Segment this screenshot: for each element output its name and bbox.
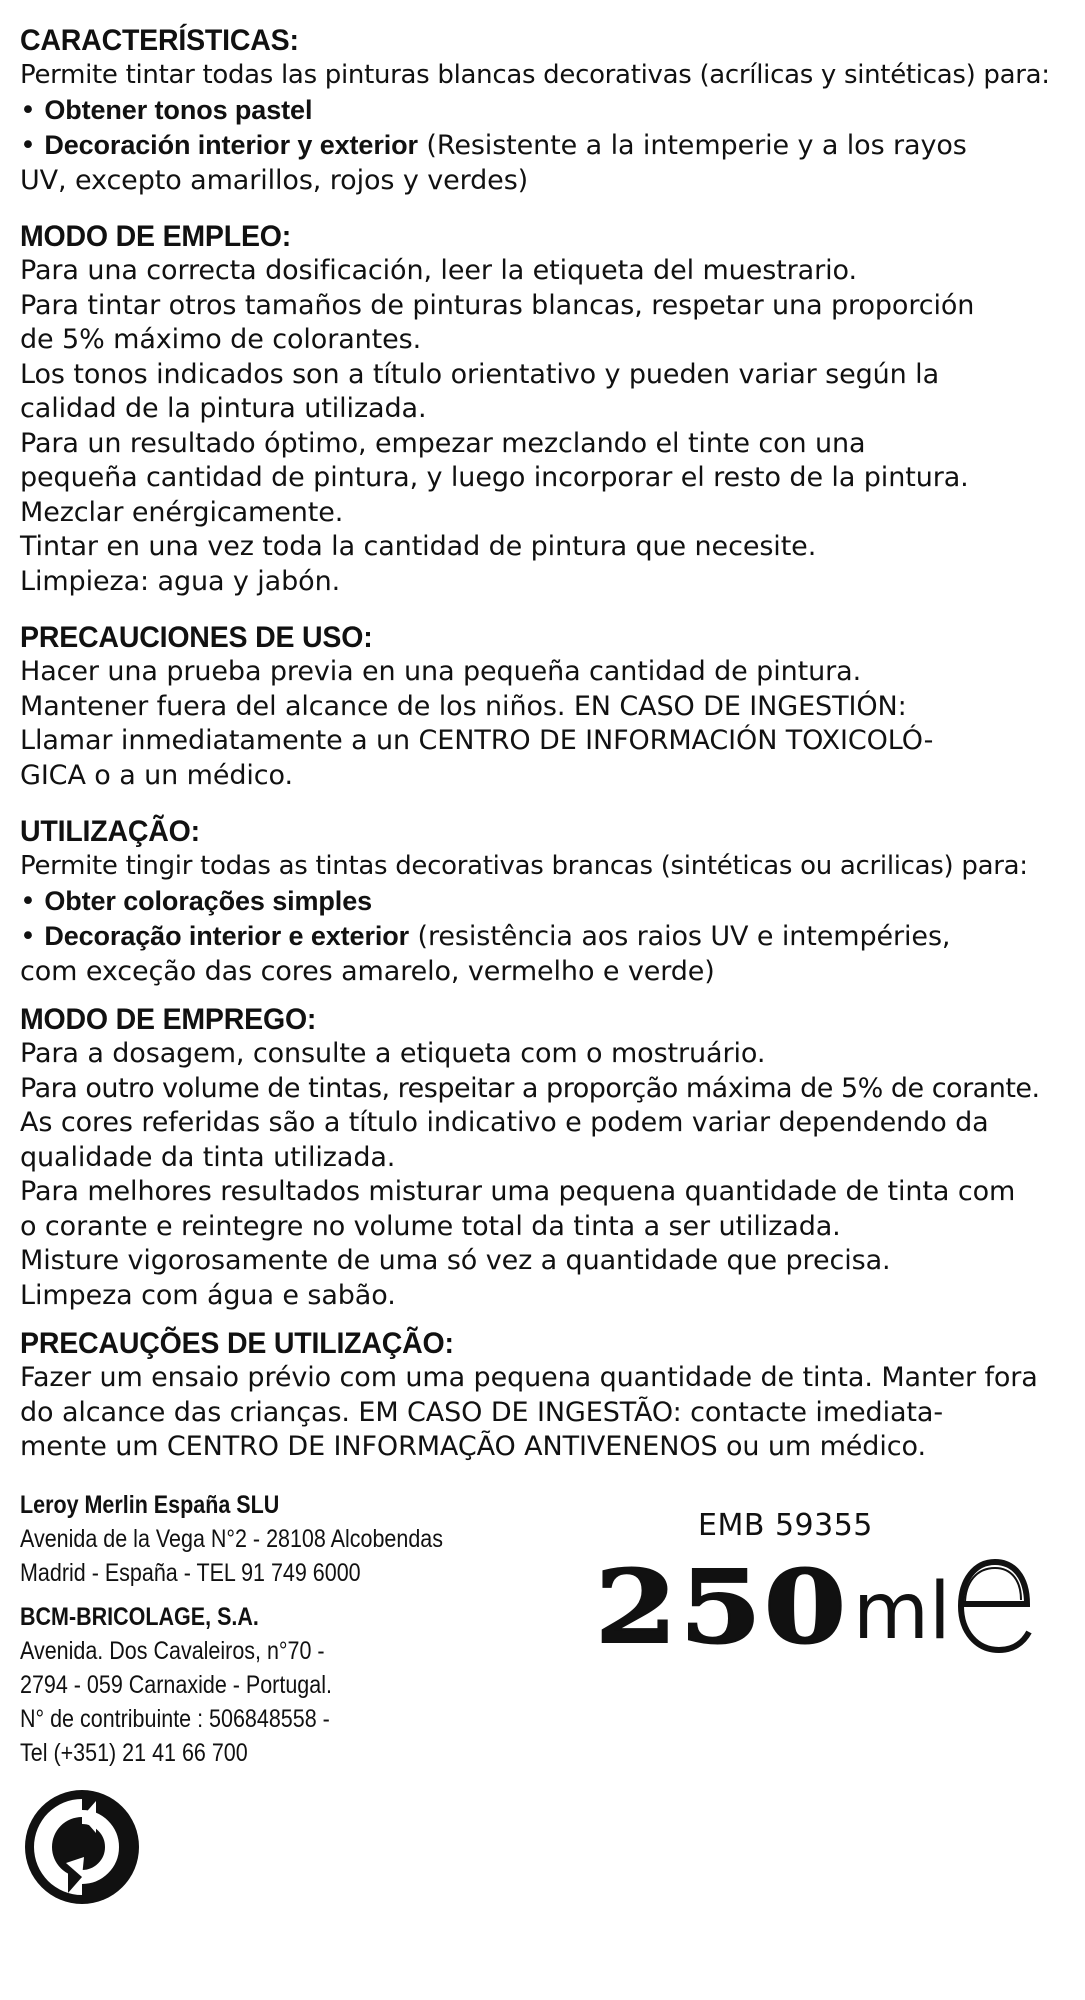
section-title: MODO DE EMPLEO: xyxy=(20,220,292,253)
text-line: calidad de la pintura utilizada. xyxy=(20,393,427,424)
bullet-bold-text: Obtener tonos pastel xyxy=(44,94,313,125)
section-precauciones-de-uso xyxy=(20,621,1065,793)
bullet-line xyxy=(20,884,1065,920)
company-addresses xyxy=(20,1488,467,1770)
section-body xyxy=(20,1037,1065,1313)
emb-code: EMB 59355 xyxy=(698,1508,873,1543)
text-line: Mezclar enérgicamente. xyxy=(20,496,344,528)
line-text: Permite tintar todas las pinturas blancas decorativas (acrílicas y sintéticas) para: xyxy=(20,60,1050,90)
text-line: Fazer um ensaio prévio com uma pequena quantidade de tinta. Manter fora xyxy=(20,1362,1038,1393)
text-line: de 5% máximo de colorantes. xyxy=(20,324,422,355)
section-modo-de-emprego xyxy=(20,1003,1065,1313)
bullet-mark: • xyxy=(20,94,45,126)
text-line: Misture vigorosamente de uma só vez a quantidade que precisa. xyxy=(20,1245,891,1276)
text-line: Hacer una prueba previa en una pequeña cantidad de pintura. xyxy=(20,656,862,687)
text-line: As cores referidas são a título indicativo e podem variar dependendo da xyxy=(20,1107,989,1138)
text-line: do alcance das crianças. EM CASO DE INGESTÃO: contacte imediata- xyxy=(20,1396,943,1428)
company-pt-address-line: N° de contribuinte : 506848558 - xyxy=(20,1705,330,1733)
volume-unit: ml xyxy=(853,1567,951,1657)
text-line: com exceção das cores amarelo, vermelho e verde) xyxy=(20,955,715,987)
company-pt-address-line: Avenida. Dos Cavaleiros, n°70 - xyxy=(20,1637,325,1665)
section-title: CARACTERÍSTICAS: xyxy=(20,24,299,57)
line-text: (Resistente a la intemperie y a los rayos xyxy=(417,130,967,161)
section-body xyxy=(20,1361,1065,1465)
bullet-line xyxy=(20,128,1065,164)
text-line: Llamar inmediatamente a un CENTRO DE INFORMACIÓN TOXICOLÓ- xyxy=(20,725,934,756)
company-pt-address-line: Tel (+351) 21 41 66 700 xyxy=(20,1739,248,1767)
section-utilizacao xyxy=(20,815,1065,989)
volume-number: 250 xyxy=(595,1548,849,1666)
text-line: qualidade da tinta utilizada. xyxy=(20,1141,396,1173)
bullet-bold-text: Obter colorações simples xyxy=(44,885,373,916)
section-title: PRECAUCIONES DE USO: xyxy=(20,621,373,654)
text-line: Tintar en una vez toda la cantidad de pintura que necesite. xyxy=(20,531,817,562)
footer-area xyxy=(20,1488,1065,1788)
text-line: Para a dosagem, consulte a etiqueta com o mostruário. xyxy=(20,1038,766,1069)
text-line: Limpeza com água e sabão. xyxy=(20,1279,396,1311)
bullet-mark: • xyxy=(20,921,45,952)
text-line: Los tonos indicados son a título orientativo y pueden variar según la xyxy=(20,358,940,390)
bullet-line xyxy=(20,93,1065,129)
text-line: Para outro volume de tintas, respeitar a proporção máxima de 5% de corante. xyxy=(20,1072,1040,1104)
company-pt-address-line: 2794 - 059 Carnaxide - Portugal. xyxy=(20,1671,332,1699)
text-line: Para una correcta dosificación, leer la etiqueta del muestrario. xyxy=(20,255,857,286)
section-body xyxy=(20,849,1065,989)
section-precaucoes-de-utilizacao xyxy=(20,1327,1065,1465)
text-line: GICA o a un médico. xyxy=(20,759,293,791)
section-title: MODO DE EMPREGO: xyxy=(20,1003,317,1036)
text-line: Para melhores resultados misturar uma pequena quantidade de tinta com xyxy=(20,1176,1016,1207)
text-line: mente um CENTRO DE INFORMAÇÃO ANTIVENENOS ou um médico. xyxy=(20,1431,926,1462)
line-text: Permite tingir todas as tintas decorativas brancas (sintéticas ou acrilicas) para: xyxy=(20,851,1028,881)
section-body xyxy=(20,254,1065,599)
bullet-bold-text: Decoração interior e exterior xyxy=(44,921,410,951)
bullet-bold-text: Decoración interior y exterior xyxy=(44,130,418,160)
label-text-area xyxy=(20,24,1065,1465)
e-estimated-sign-icon xyxy=(955,1546,1035,1660)
section-modo-de-empleo xyxy=(20,220,1065,599)
text-line xyxy=(20,849,1065,884)
company-es-address-line: Avenida de la Vega N°2 - 28108 Alcobendas xyxy=(20,1525,443,1553)
company-es-name: Leroy Merlin España SLU xyxy=(20,1491,280,1519)
section-title: PRECAUÇÕES DE UTILIZAÇÃO: xyxy=(20,1327,454,1360)
company-pt-name: BCM-BRICOLAGE, S.A. xyxy=(20,1603,259,1631)
volume-indicator xyxy=(595,1548,951,1666)
green-dot-recycle-icon xyxy=(22,1787,142,1911)
bullet-mark: • xyxy=(20,130,45,161)
section-title: UTILIZAÇÃO: xyxy=(20,815,200,848)
line-text: UV, excepto amarillos, rojos y verdes) xyxy=(20,164,529,196)
bullet-mark: • xyxy=(20,885,45,917)
company-es-address-line: Madrid - España - TEL 91 749 6000 xyxy=(20,1559,361,1587)
section-body xyxy=(20,58,1065,198)
section-body xyxy=(20,655,1065,793)
text-line xyxy=(20,164,1065,199)
line-text: (resistência aos raios UV e intempéries, xyxy=(409,921,951,952)
text-line xyxy=(20,58,1065,93)
text-line: Mantener fuera del alcance de los niños. EN CASO DE INGESTIÓN: xyxy=(20,690,907,722)
section-caracteristicas xyxy=(20,24,1065,198)
text-line: pequeña cantidad de pintura, y luego incorporar el resto de la pintura. xyxy=(20,462,969,493)
text-line: Para tintar otros tamaños de pinturas blancas, respetar una proporción xyxy=(20,289,975,321)
text-line: Limpieza: agua y jabón. xyxy=(20,565,341,597)
text-line: Para un resultado óptimo, empezar mezclando el tinte con una xyxy=(20,427,866,459)
text-line: o corante e reintegre no volume total da tinta a ser utilizada. xyxy=(20,1210,841,1242)
bullet-line xyxy=(20,919,1065,955)
